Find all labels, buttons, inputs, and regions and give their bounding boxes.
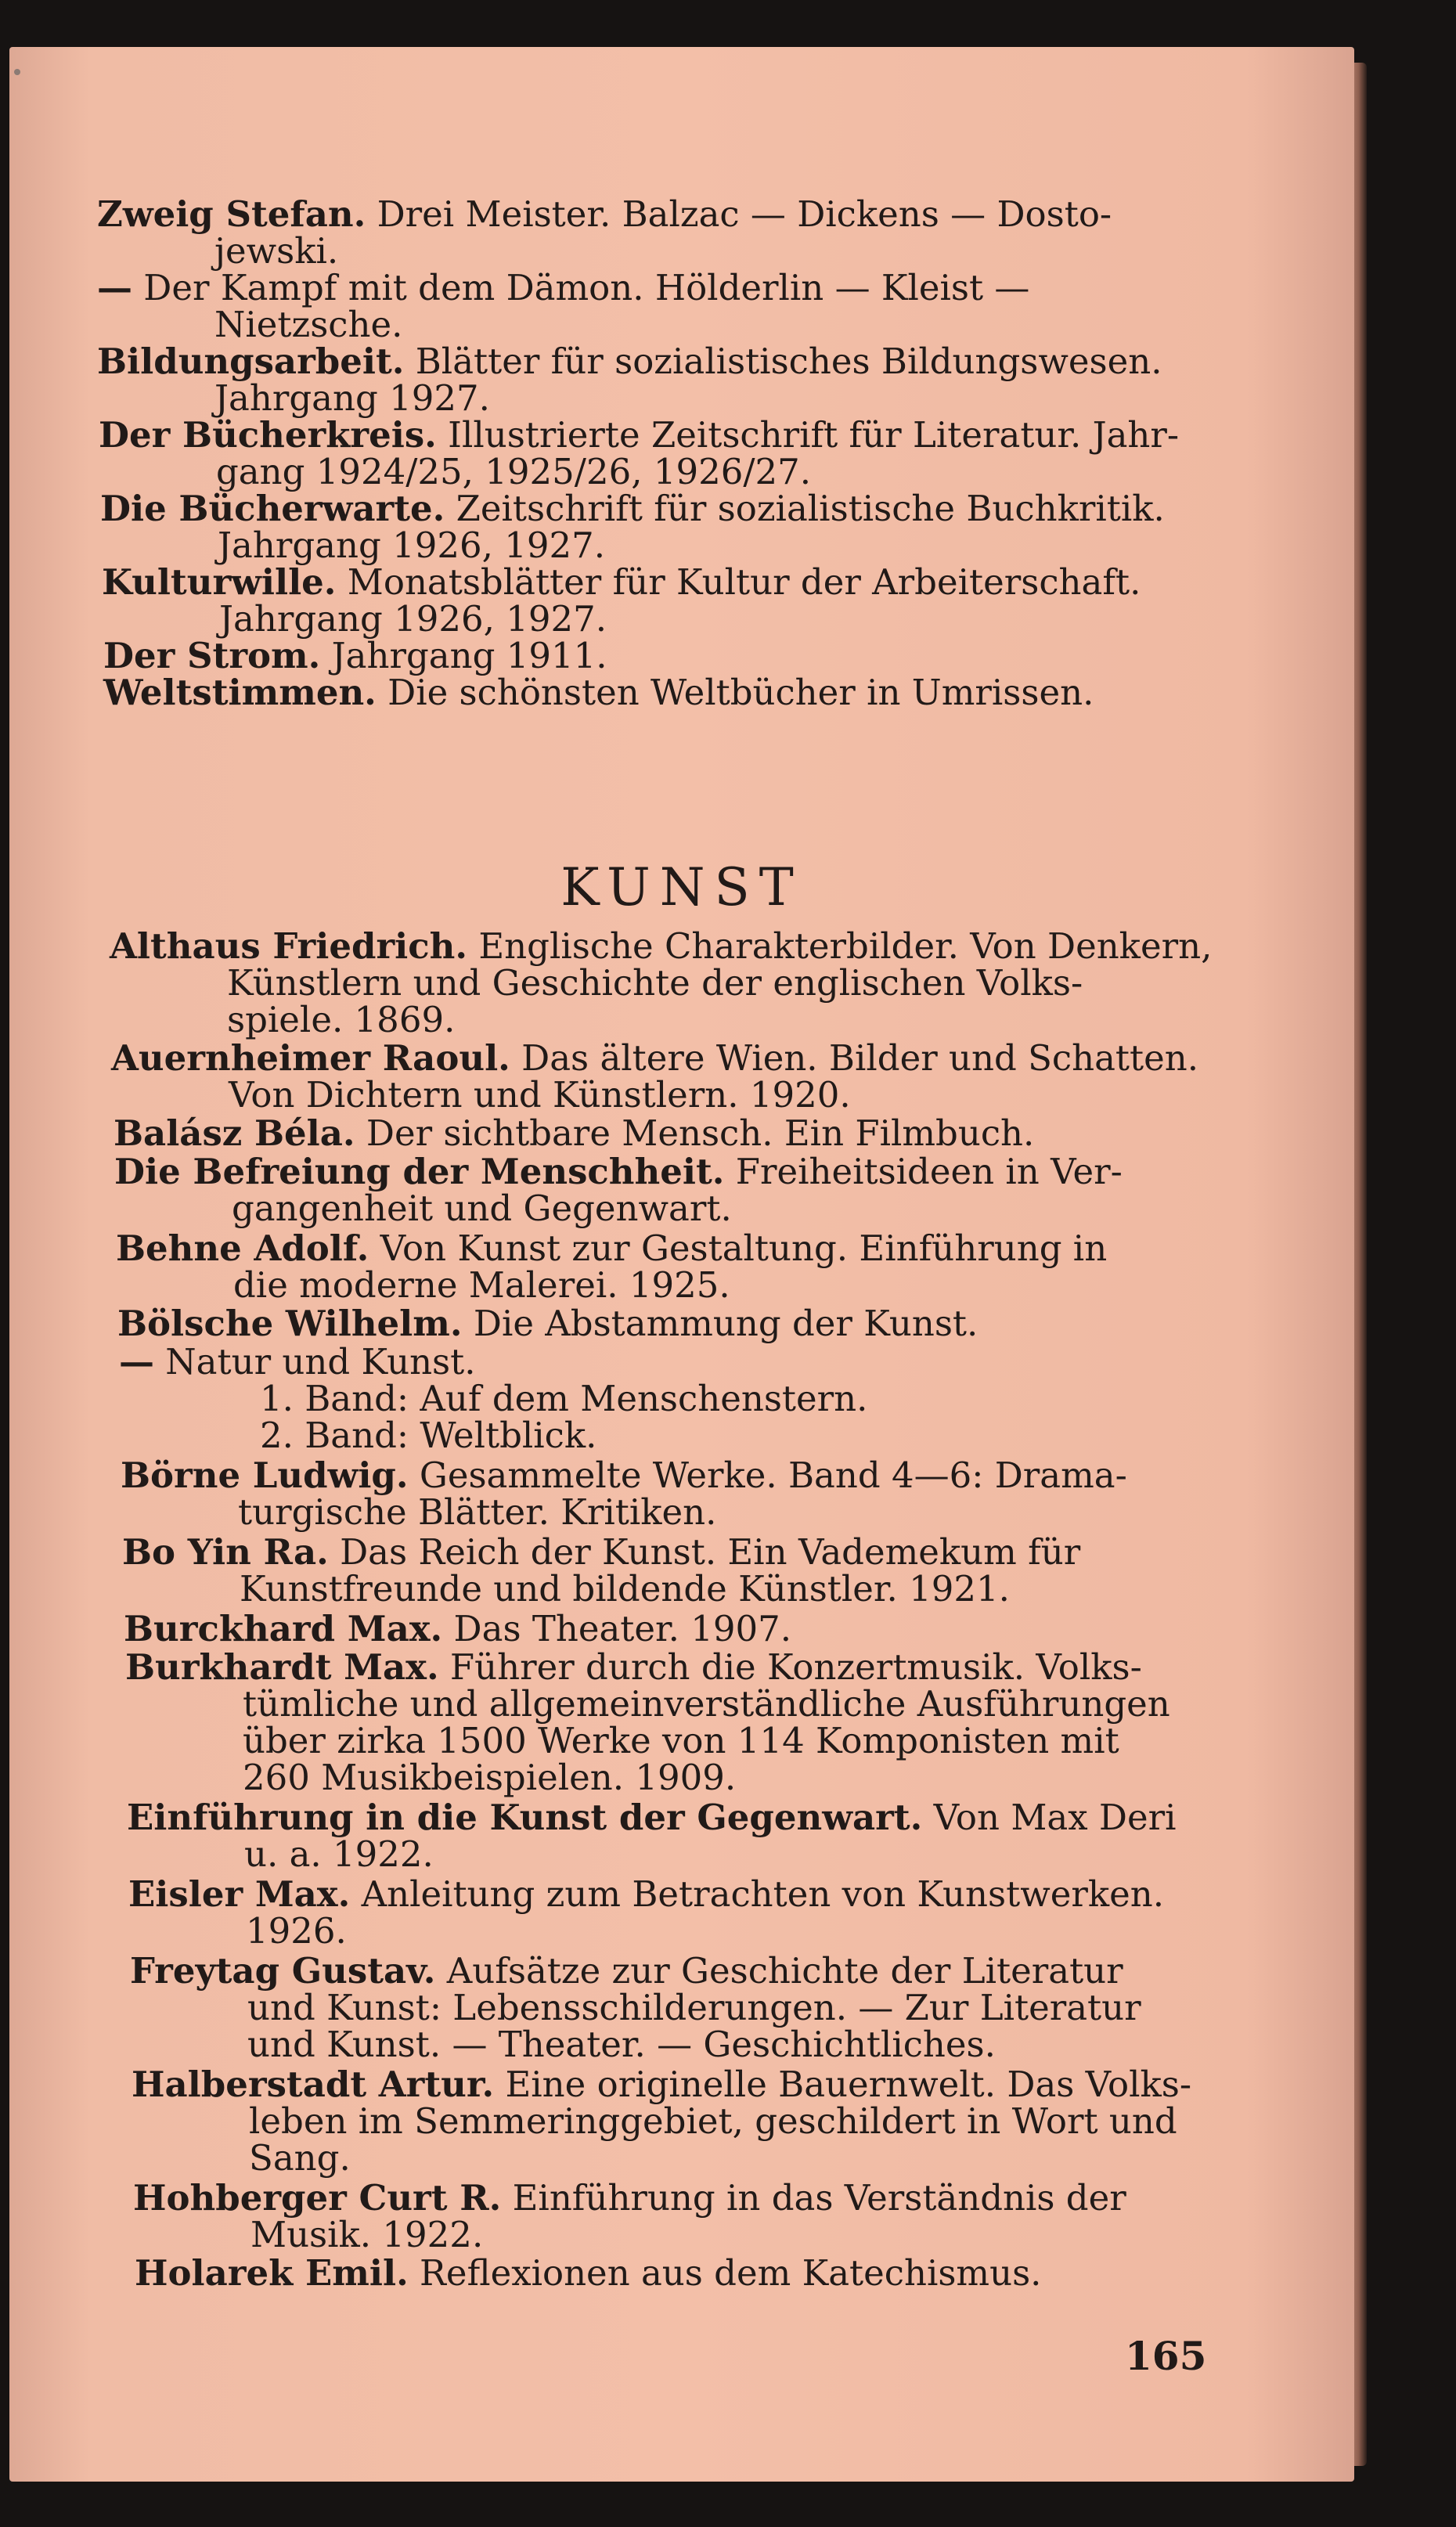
entry-continuation: Von Dichtern und Künstlern. 1920. bbox=[229, 1074, 851, 1116]
entry-continuation: jewski. bbox=[214, 230, 339, 272]
entry-author: Auernheimer Raoul. bbox=[111, 1037, 510, 1079]
bibliography-entry bbox=[125, 1646, 1354, 1798]
entry-title: Drei Meister. Balzac — Dickens — Dosto- bbox=[366, 193, 1112, 235]
entry-author: Die Befreiung der Menschheit. bbox=[114, 1151, 725, 1192]
entry-title: Das Reich der Kunst. Ein Vademekum für bbox=[328, 1531, 1081, 1573]
book-page bbox=[9, 47, 1354, 2482]
entry-author: Bo Yin Ra. bbox=[122, 1531, 329, 1573]
entry-continuation: Jahrgang 1926, 1927. bbox=[219, 598, 607, 640]
bibliography-entry bbox=[99, 416, 1354, 490]
entry-continuation: Künstlern und Geschichte der englischen Volks- bbox=[227, 962, 1083, 1004]
bibliography-entry bbox=[97, 341, 1354, 419]
page-number: 165 bbox=[1125, 2333, 1207, 2379]
entry-continuation: turgische Blätter. Kritiken. bbox=[238, 1491, 717, 1533]
entry-author: — bbox=[119, 1341, 154, 1382]
bibliography-entry bbox=[119, 1343, 1354, 1454]
bibliography-entry bbox=[102, 561, 1354, 640]
entry-author: Burkhardt Max. bbox=[125, 1646, 439, 1688]
entry-title: Aufsätze zur Geschichte der Literatur bbox=[435, 1950, 1123, 1992]
entry-continuation: gangenheit und Gegenwart. bbox=[232, 1188, 732, 1229]
entry-title: Das ältere Wien. Bilder und Schatten. bbox=[510, 1037, 1199, 1079]
bibliography-entry bbox=[124, 1610, 1354, 1647]
entry-volume: 1. Band: Auf dem Menschenstern. bbox=[260, 1378, 868, 1419]
entry-continuation: und Kunst. — Theater. — Geschichtliches. bbox=[247, 2024, 996, 2065]
entry-title: Englische Charakterbilder. Von Denkern, bbox=[467, 925, 1213, 967]
entry-title: Von Kunst zur Gestaltung. Einführung in bbox=[369, 1227, 1108, 1269]
entry-author: Halberstadt Artur. bbox=[132, 2064, 495, 2105]
bibliography-entry bbox=[117, 1305, 1354, 1342]
kunst-entries bbox=[9, 925, 1354, 2294]
entry-title: Reflexionen aus dem Katechismus. bbox=[408, 2252, 1042, 2294]
entry-author: — bbox=[97, 267, 132, 308]
bibliography-entry bbox=[135, 2252, 1354, 2294]
entry-title: Jahrgang 1911. bbox=[320, 635, 607, 676]
entry-continuation: Nietzsche. bbox=[214, 304, 403, 345]
entry-author: Holarek Emil. bbox=[135, 2252, 409, 2294]
entry-author: Althaus Friedrich. bbox=[110, 925, 468, 967]
bibliography-entry bbox=[114, 1112, 1354, 1154]
entry-author: Der Bücherkreis. bbox=[99, 414, 437, 456]
entry-author: Hohberger Curt R. bbox=[133, 2177, 502, 2219]
entry-title: Einführung in das Verständnis der bbox=[501, 2177, 1126, 2219]
entry-continuation: gang 1924/25, 1925/26, 1926/27. bbox=[216, 451, 812, 492]
entry-author: Bildungsarbeit. bbox=[97, 341, 405, 382]
entry-continuation: und Kunst: Lebensschilderungen. — Zur Literatur bbox=[247, 1987, 1141, 2028]
entry-title: Die schönsten Weltbücher in Umrissen. bbox=[376, 672, 1094, 713]
entry-author: Zweig Stefan. bbox=[97, 193, 366, 235]
entry-continuation: u. a. 1922. bbox=[244, 1833, 434, 1875]
entry-author: Eisler Max. bbox=[128, 1873, 351, 1915]
entry-author: Kulturwille. bbox=[102, 561, 337, 603]
bibliography-entry bbox=[132, 2064, 1354, 2179]
entry-title: Monatsblätter für Kultur der Arbeiterschaft. bbox=[336, 561, 1141, 603]
entry-title: Illustrierte Zeitschrift für Literatur. Jahr- bbox=[436, 414, 1180, 456]
bibliography-entry bbox=[103, 674, 1354, 711]
entry-volume: 2. Band: Weltblick. bbox=[260, 1415, 597, 1456]
entry-title: Freiheitsideen in Ver- bbox=[724, 1151, 1123, 1192]
entry-title: Von Max Deri bbox=[922, 1797, 1177, 1838]
entry-continuation: 1926. bbox=[246, 1910, 347, 1952]
entry-continuation: Jahrgang 1927. bbox=[214, 377, 490, 419]
bibliography-entry bbox=[114, 1153, 1354, 1227]
entry-title: Natur und Kunst. bbox=[154, 1341, 476, 1382]
entry-author: Die Bücherwarte. bbox=[100, 488, 445, 529]
bibliography-entry bbox=[128, 1873, 1354, 1952]
bibliography-entry bbox=[116, 1227, 1354, 1306]
entry-continuation: 260 Musikbeispielen. 1909. bbox=[243, 1757, 737, 1798]
entry-continuation: leben im Semmeringgebiet, geschildert in Wort und bbox=[249, 2100, 1177, 2142]
entry-title: Der Kampf mit dem Dämon. Hölderlin — Kleist — bbox=[132, 267, 1030, 308]
bibliography-entry bbox=[122, 1531, 1354, 1610]
entry-continuation: Musik. 1922. bbox=[250, 2214, 484, 2255]
section-heading: KUNST bbox=[560, 857, 803, 917]
entry-title: Eine originelle Bauernwelt. Das Volks- bbox=[494, 2064, 1192, 2105]
top-entries bbox=[9, 193, 1354, 713]
speck bbox=[14, 69, 20, 75]
bibliography-entry bbox=[133, 2179, 1354, 2253]
entry-author: Weltstimmen. bbox=[103, 672, 377, 713]
bibliography-entry bbox=[127, 1799, 1354, 1873]
entry-title: Führer durch die Konzertmusik. Volks- bbox=[438, 1646, 1142, 1688]
bibliography-entry bbox=[110, 925, 1354, 1040]
bibliography-entry bbox=[97, 269, 1354, 343]
bibliography-entry bbox=[103, 637, 1354, 674]
bibliography-entry bbox=[97, 193, 1354, 272]
entry-title: Die Abstammung der Kunst. bbox=[462, 1303, 978, 1344]
entry-author: Börne Ludwig. bbox=[121, 1455, 409, 1496]
entry-author: Einführung in die Kunst der Gegenwart. bbox=[127, 1797, 923, 1838]
bibliography-entry bbox=[100, 490, 1354, 564]
entry-title: Anleitung zum Betrachten von Kunstwerken. bbox=[350, 1873, 1165, 1915]
entry-continuation: tümliche und allgemeinverständliche Ausführungen bbox=[243, 1683, 1170, 1725]
entry-title: Zeitschrift für sozialistische Buchkritik. bbox=[445, 488, 1165, 529]
entry-author: Freytag Gustav. bbox=[130, 1950, 436, 1992]
bibliography-entry bbox=[121, 1455, 1354, 1533]
entry-author: Der Strom. bbox=[103, 635, 321, 676]
bibliography-entry bbox=[111, 1037, 1354, 1116]
entry-author: Burckhard Max. bbox=[124, 1608, 443, 1649]
entry-title: Der sichtbare Mensch. Ein Filmbuch. bbox=[355, 1112, 1035, 1154]
entry-title: Gesammelte Werke. Band 4—6: Drama- bbox=[408, 1455, 1127, 1496]
entry-continuation: Jahrgang 1926, 1927. bbox=[218, 525, 606, 566]
entry-author: Bölsche Wilhelm. bbox=[117, 1303, 463, 1344]
entry-continuation: Kunstfreunde und bildende Künstler. 1921. bbox=[240, 1568, 1010, 1610]
entry-title: Das Theater. 1907. bbox=[442, 1608, 792, 1649]
bibliography-entry bbox=[130, 1952, 1354, 2063]
entry-author: Balász Béla. bbox=[114, 1112, 355, 1154]
entry-continuation: über zirka 1500 Werke von 114 Komponisten mit bbox=[243, 1720, 1119, 1761]
entry-continuation: die moderne Malerei. 1925. bbox=[233, 1264, 730, 1306]
entry-continuation: Sang. bbox=[249, 2137, 351, 2179]
entry-title: Blätter für sozialistisches Bildungswesen. bbox=[404, 341, 1162, 382]
entry-author: Behne Adolf. bbox=[116, 1227, 369, 1269]
entry-continuation: spiele. 1869. bbox=[227, 999, 456, 1040]
